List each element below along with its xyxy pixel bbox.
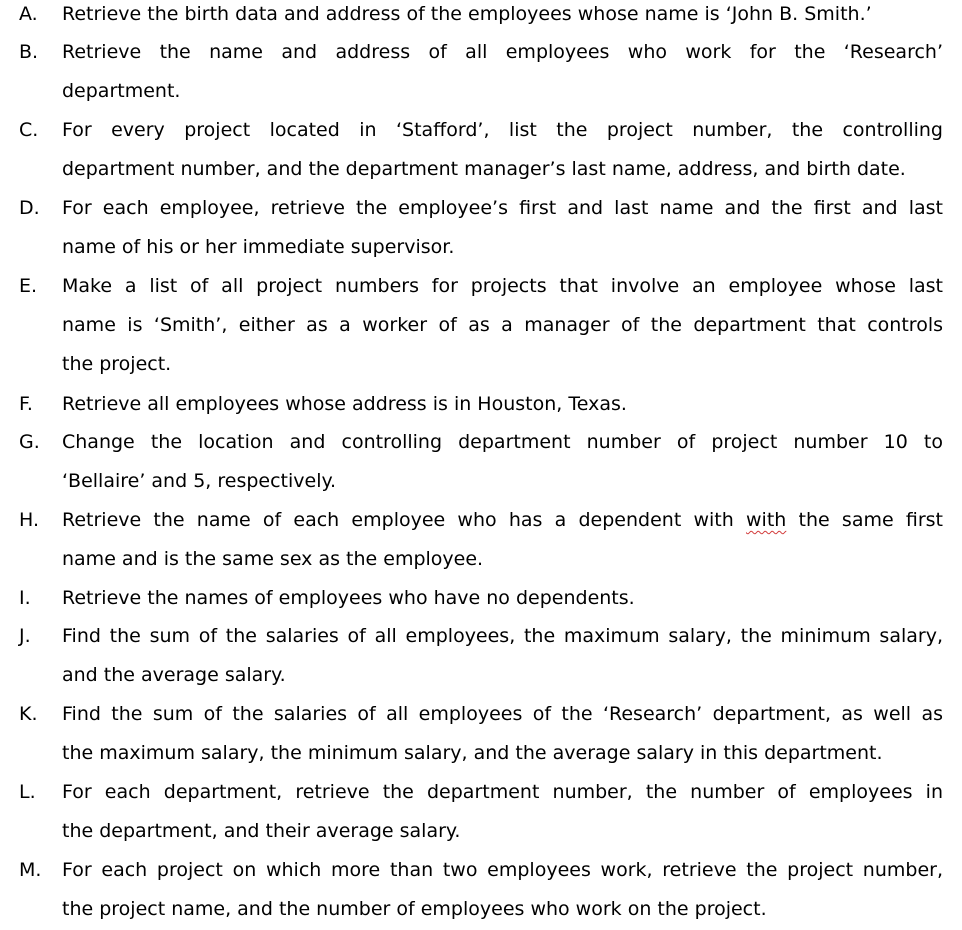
item-marker: C. [19,119,39,141]
item-text: the project name, and the number of employees who work on the project. [62,898,767,920]
item-text: name of his or her immediate supervisor. [62,236,455,258]
item-text: name and is the same sex as the employee. [62,548,484,570]
item-text-segment: Retrieve the name of each employee who has a dependent with [62,509,734,531]
item-marker: L. [19,781,36,803]
item-marker: D. [19,197,40,219]
item-text: Make a list of all project numbers for projects that involve an employee whose last [62,275,943,297]
item-text: Change the location and controlling department number of project number 10 to [62,431,943,453]
item-text: For each employee, retrieve the employee’s first and last name and the first and last [62,197,943,219]
item-text: Retrieve the birth data and address of the employees whose name is ‘John B. Smith.’ [62,3,872,25]
item-marker: F. [19,393,33,415]
item-marker: M. [19,859,42,881]
item-text: the department, and their average salary. [62,820,461,842]
item-text: Retrieve the name and address of all employees who work for the ‘Research’ [62,41,943,63]
item-text: and the average salary. [62,664,286,686]
item-text: name is ‘Smith’, either as a worker of as a manager of the department that controls [62,314,943,336]
item-marker: G. [19,431,40,453]
item-text: ‘Bellaire’ and 5, respectively. [62,470,337,492]
item-marker: B. [19,41,39,63]
item-text: Find the sum of the salaries of all employees of the ‘Research’ department, as well as [62,703,943,725]
item-text: For each department, retrieve the department number, the number of employees in [62,781,943,803]
item-marker: A. [19,3,38,25]
item-text: department number, and the department manager’s last name, address, and birth date. [62,158,906,180]
item-text: Find the sum of the salaries of all employees, the maximum salary, the minimum salary, [62,625,943,647]
item-text: For every project located in ‘Stafford’, list the project number, the controlling [62,119,943,141]
item-text: the maximum salary, the minimum salary, and the average salary in this department. [62,742,883,764]
item-marker: E. [19,275,38,297]
item-text: department. [62,80,181,102]
item-text: Retrieve all employees whose address is in Houston, Texas. [62,393,627,415]
item-text: the project. [62,353,172,375]
item-marker: K. [19,703,38,725]
item-marker: J. [19,625,31,647]
item-text: Retrieve the names of employees who have no dependents. [62,587,635,609]
item-marker: I. [19,587,31,609]
item-text [62,501,943,540]
item-text-segment: the same first [798,509,943,531]
item-marker: H. [19,509,39,531]
spellcheck-flagged-word[interactable]: with [746,509,787,531]
item-text: For each project on which more than two employees work, retrieve the project number, [62,859,943,881]
